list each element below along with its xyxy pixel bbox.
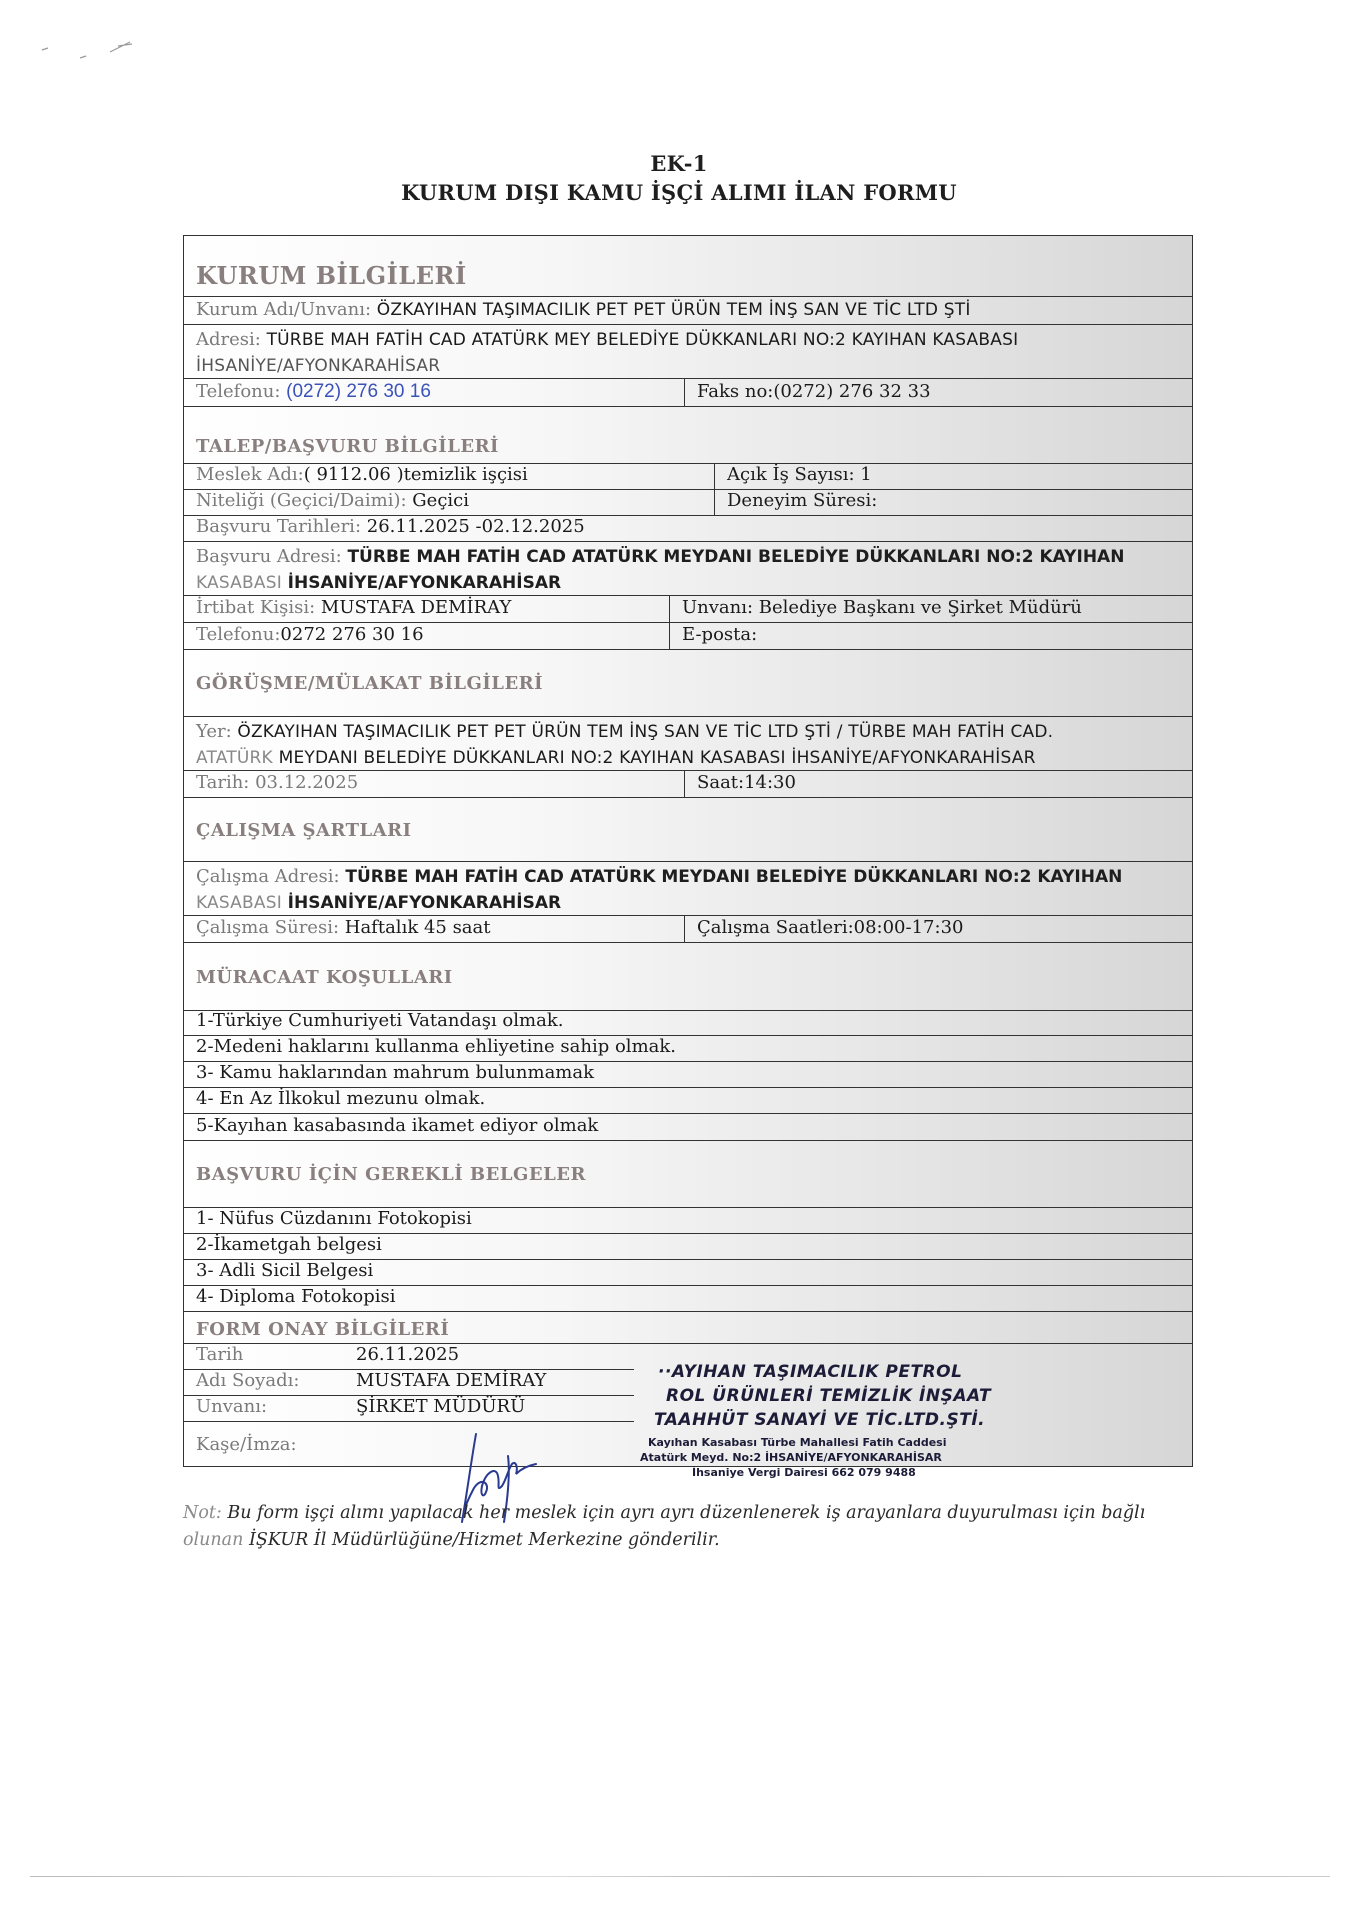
label-niteligi: Niteliği (Geçici/Daimi): [196, 490, 407, 511]
row-kurum-adres [184, 325, 1192, 379]
row-basvuru-tarih [184, 516, 1192, 542]
row-onay-adsoyad [184, 1370, 634, 1396]
note-text-2a: olunan [183, 1530, 244, 1550]
section-title-belgeler: BAŞVURU İÇİN GEREKLİ BELGELER [196, 1164, 586, 1185]
row-belge-1 [184, 1208, 1192, 1234]
row-irtibat-telefon [184, 623, 1192, 650]
label-irtibat: İrtibat Kişisi: [196, 597, 316, 618]
value-calisma-adres-2b: İHSANİYE/AFYONKARAHİSAR [287, 893, 562, 913]
value-irtibat-telefon: 0272 276 30 16 [280, 624, 424, 645]
value-calisma-sure: Haftalık 45 saat [344, 917, 491, 938]
stamp-line: İhsaniye Vergi Dairesi 662 079 9488 [692, 1466, 916, 1479]
row-irtibat [184, 596, 1192, 623]
value-mulakat-saat: Saat:14:30 [697, 772, 796, 793]
value-kurum-adi: ÖZKAYIHAN TAŞIMACILIK PET PET ÜRÜN TEM İNŞ SAN VE TİC LTD ŞTİ [376, 300, 971, 320]
condition-item: 4- En Az İlkokul mezunu olmak. [196, 1088, 486, 1109]
value-deneyim: Deneyim Süresi: [727, 490, 878, 511]
value-irtibat-unvan: Unvanı: Belediye Başkanı ve Şirket Müdürü [682, 597, 1082, 618]
label-basvuru-adres: Başvuru Adresi: [196, 546, 342, 567]
row-belge-4 [184, 1286, 1192, 1312]
value-onay-unvan: ŞİRKET MÜDÜRÜ [356, 1396, 526, 1417]
row-muracaat-3 [184, 1062, 1192, 1088]
label-calisma-sure: Çalışma Süresi: [196, 917, 340, 938]
value-onay-adsoyad: MUSTAFA DEMİRAY [356, 1370, 547, 1391]
section-title-kurum: KURUM BİLGİLERİ [196, 261, 467, 290]
label-kurum-adres: Adresi: [196, 329, 261, 350]
stamp-line: Kayıhan Kasabası Türbe Mahallesi Fatih Caddesi [648, 1436, 947, 1449]
form-title: KURUM DIŞI KAMU İŞÇİ ALIMI İLAN FORMU [401, 180, 957, 205]
row-niteligi [184, 490, 1192, 516]
document-item: 2-İkametgah belgesi [196, 1234, 382, 1255]
section-gorusme [184, 650, 1192, 717]
condition-item: 1-Türkiye Cumhuriyeti Vatandaşı olmak. [196, 1010, 564, 1031]
row-mulakat-tarih [184, 771, 1192, 798]
section-title-calisma: ÇALIŞMA ŞARTLARI [196, 820, 412, 841]
value-yer-2b: MEYDANI BELEDİYE DÜKKANLARI NO:2 KAYIHAN KASABASI İHSANİYE/AFYONKARAHİSAR [278, 748, 1036, 768]
value-meslek: ( 9112.06 )temizlik işçisi [303, 464, 528, 485]
section-title-muracaat: MÜRACAAT KOŞULLARI [196, 967, 453, 988]
row-calisma-adres [184, 862, 1192, 916]
condition-item: 2-Medeni haklarını kullanma ehliyetine sahip olmak. [196, 1036, 676, 1057]
row-kurum-telefon [184, 379, 1192, 407]
stamp-line: ··AYIHAN TAŞIMACILIK PETROL [658, 1362, 963, 1382]
label-onay-adsoyad: Adı Soyadı: [196, 1370, 300, 1391]
label-yer: Yer: [196, 721, 232, 742]
row-muracaat-2 [184, 1036, 1192, 1062]
value-irtibat: MUSTAFA DEMİRAY [320, 597, 512, 618]
row-meslek [184, 464, 1192, 490]
company-stamp [640, 1362, 1000, 1492]
document-item: 1- Nüfus Cüzdanını Fotokopisi [196, 1208, 472, 1229]
row-onay-unvan [184, 1396, 634, 1422]
value-yer-1: ÖZKAYIHAN TAŞIMACILIK PET PET ÜRÜN TEM İNŞ SAN VE TİC LTD ŞTİ / TÜRBE MAH FATİH CAD. [237, 722, 1054, 742]
value-kurum-adres-1: TÜRBE MAH FATİH CAD ATATÜRK MEY BELEDİYE DÜKKANLARI NO:2 KAYIHAN KASABASI [266, 330, 1019, 350]
label-meslek: Meslek Adı: [196, 464, 304, 485]
row-kurum-adi [184, 297, 1192, 325]
label-kurum-telefon: Telefonu: [196, 381, 281, 402]
label-kurum-adi: Kurum Adı/Unvanı: [196, 299, 372, 320]
kurum-phone-link[interactable]: (0272) 276 30 16 [286, 381, 431, 402]
page-edge-line [30, 1876, 1330, 1877]
stamp-line: ROL ÜRÜNLERİ TEMİZLİK İNŞAAT [666, 1386, 992, 1406]
value-acik-is: Açık İş Sayısı: 1 [727, 464, 872, 485]
label-onay-tarih: Tarih [196, 1344, 244, 1365]
label-irtibat-telefon: Telefonu: [196, 624, 281, 645]
value-basvuru-adres-1: TÜRBE MAH FATİH CAD ATATÜRK MEYDANI BELEDİYE DÜKKANLARI NO:2 KAYIHAN [347, 547, 1125, 567]
value-mulakat-tarih: 03.12.2025 [255, 772, 359, 793]
label-onay-kase: Kaşe/İmza: [196, 1434, 297, 1455]
section-title-talep: TALEP/BAŞVURU BİLGİLERİ [196, 436, 499, 457]
value-niteligi: Geçici [412, 490, 469, 511]
value-basvuru-tarih: 26.11.2025 -02.12.2025 [366, 516, 585, 537]
section-onay [184, 1312, 1192, 1344]
stamp-line: TAAHHÜT SANAYİ VE TİC.LTD.ŞTİ. [654, 1410, 986, 1430]
row-belge-3 [184, 1260, 1192, 1286]
row-muracaat-5 [184, 1114, 1192, 1141]
section-belgeler [184, 1141, 1192, 1208]
document-item: 4- Diploma Fotokopisi [196, 1286, 396, 1307]
row-belge-2 [184, 1234, 1192, 1260]
value-kurum-adres-2: İHSANİYE/AFYONKARAHİSAR [196, 356, 441, 376]
row-muracaat-4 [184, 1088, 1192, 1114]
section-title-onay: FORM ONAY BİLGİLERİ [196, 1319, 450, 1340]
value-calisma-saatleri: Çalışma Saatleri:08:00-17:30 [697, 917, 964, 938]
footer-note [183, 1500, 1203, 1554]
value-onay-tarih: 26.11.2025 [356, 1344, 460, 1365]
row-muracaat-1 [184, 1011, 1192, 1036]
row-basvuru-adres [184, 542, 1192, 596]
note-label: Not: [183, 1503, 222, 1523]
section-calisma [184, 798, 1192, 862]
note-text-1: Bu form işçi alımı yapılacak her meslek için ayrı ayrı düzenlenerek iş arayanlara duyurulması için bağlı [227, 1503, 1146, 1523]
document-item: 3- Adli Sicil Belgesi [196, 1260, 374, 1281]
value-basvuru-adres-2a: KASABASI [196, 573, 282, 593]
value-calisma-adres-1: TÜRBE MAH FATİH CAD ATATÜRK MEYDANI BELEDİYE DÜKKANLARI NO:2 KAYIHAN [345, 867, 1123, 887]
section-muracaat [184, 943, 1192, 1011]
value-eposta: E-posta: [682, 624, 758, 645]
value-basvuru-adres-2b: İHSANİYE/AFYONKARAHİSAR [287, 573, 562, 593]
value-yer-2a: ATATÜRK [196, 748, 273, 768]
value-calisma-adres-2a: KASABASI [196, 893, 282, 913]
label-calisma-adres: Çalışma Adresi: [196, 866, 340, 887]
label-onay-unvan: Unvanı: [196, 1396, 268, 1417]
row-yer [184, 717, 1192, 771]
value-kurum-faks: Faks no:(0272) 276 32 33 [697, 381, 931, 402]
form-code: EK-1 [650, 151, 708, 176]
note-text-2b: İŞKUR İl Müdürlüğüne/Hizmet Merkezine gönderilir. [248, 1530, 720, 1550]
label-mulakat-tarih: Tarih: [196, 772, 250, 793]
condition-item: 5-Kayıhan kasabasında ikamet ediyor olmak [196, 1115, 599, 1136]
scan-artifact [40, 30, 140, 70]
condition-item: 3- Kamu haklarından mahrum bulunmamak [196, 1062, 595, 1083]
announcement-form [183, 235, 1193, 1467]
section-kurum [184, 236, 1192, 297]
section-title-gorusme: GÖRÜŞME/MÜLAKAT BİLGİLERİ [196, 673, 544, 694]
section-talep [184, 407, 1192, 464]
label-basvuru-tarih: Başvuru Tarihleri: [196, 516, 362, 537]
stamp-line: Atatürk Meyd. No:2 İHSANİYE/AFYONKARAHİSAR [640, 1451, 942, 1464]
row-onay-tarih [184, 1344, 634, 1370]
row-calisma-sure [184, 916, 1192, 943]
